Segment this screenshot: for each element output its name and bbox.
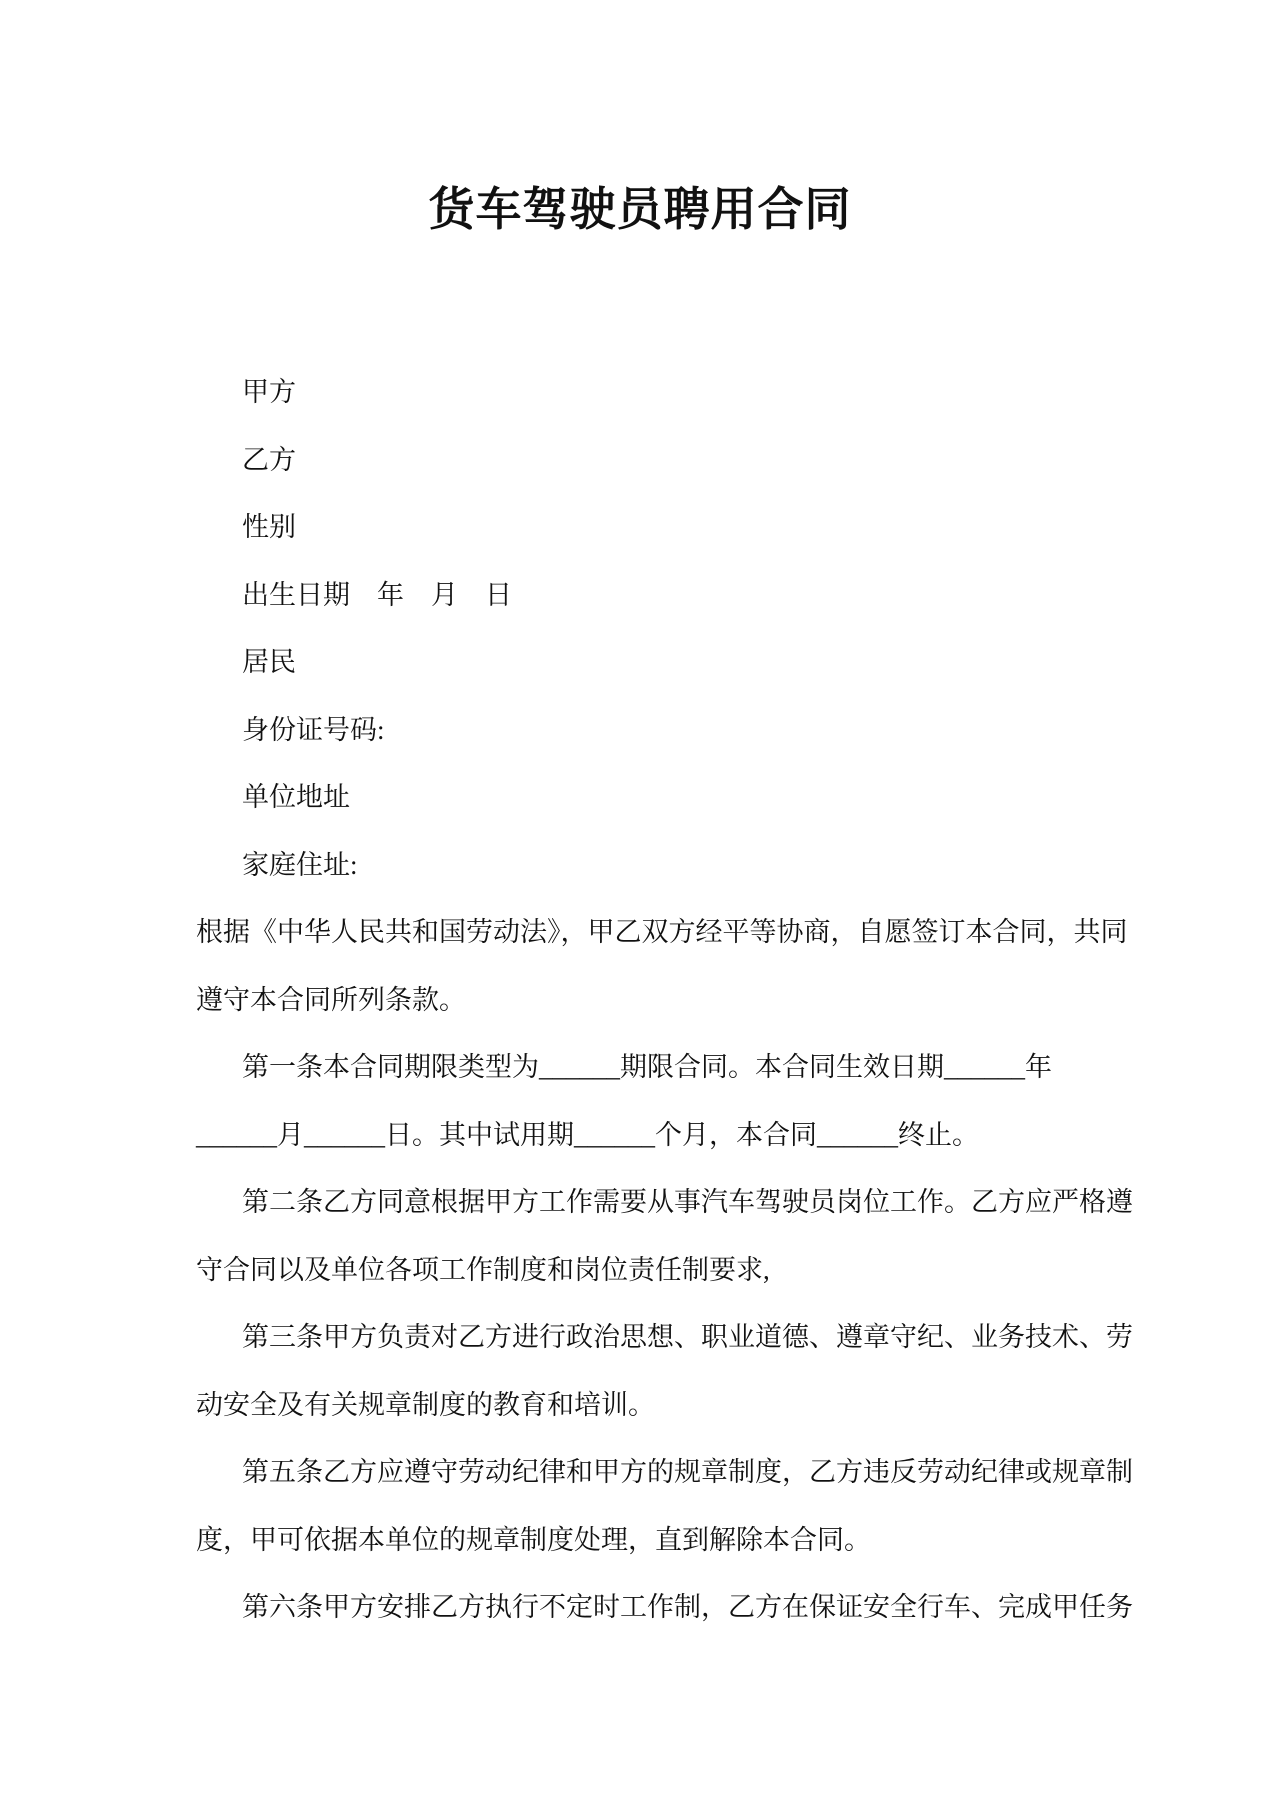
paragraph-line: ______月______日。其中试用期______个月，本合同______终止。 bbox=[196, 1119, 979, 1150]
paragraph-line: 第二条乙方同意根据甲方工作需要从事汽车驾驶员岗位工作。乙方应严格遵 bbox=[242, 1187, 1133, 1217]
paragraph-line: 第五条乙方应遵守劳动纪律和甲方的规章制度，乙方违反劳动纪律或规章制 bbox=[242, 1457, 1133, 1487]
paragraph-line: 第三条甲方负责对乙方进行政治思想、职业道德、遵章守纪、业务技术、劳 bbox=[242, 1322, 1133, 1352]
paragraph-line: 度，甲可依据本单位的规章制度处理，直到解除本合同。 bbox=[196, 1524, 871, 1555]
field-gender: 性别 bbox=[242, 512, 296, 542]
paragraph-line: 守合同以及单位各项工作制度和岗位责任制要求, bbox=[196, 1254, 770, 1285]
document-title: 货车驾驶员聘用合同 bbox=[428, 184, 852, 235]
field-party-b: 乙方 bbox=[242, 444, 296, 475]
field-birth-date: 出生日期 年 月 日 bbox=[242, 579, 512, 610]
field-company-address: 单位地址 bbox=[242, 782, 350, 812]
field-party-a: 甲方 bbox=[242, 377, 296, 407]
paragraph-line: 根据《中华人民共和国劳动法》，甲乙双方经平等协商，自愿签订本合同，共同 bbox=[196, 917, 1128, 947]
field-resident: 居民 bbox=[242, 647, 296, 677]
document-body bbox=[196, 359, 1133, 1642]
contract-clauses bbox=[196, 899, 1133, 1642]
paragraph-line: 第一条本合同期限类型为______期限合同。本合同生效日期______年 bbox=[242, 1052, 1052, 1082]
paragraph-line: 遵守本合同所列条款。 bbox=[196, 984, 466, 1015]
field-id-number: 身份证号码: bbox=[242, 714, 385, 745]
paragraph-line: 第六条甲方安排乙方执行不定时工作制，乙方在保证安全行车、完成甲任务 bbox=[242, 1592, 1133, 1622]
paragraph-line: 动安全及有关规章制度的教育和培训。 bbox=[196, 1389, 655, 1420]
field-home-address: 家庭住址: bbox=[242, 849, 358, 880]
